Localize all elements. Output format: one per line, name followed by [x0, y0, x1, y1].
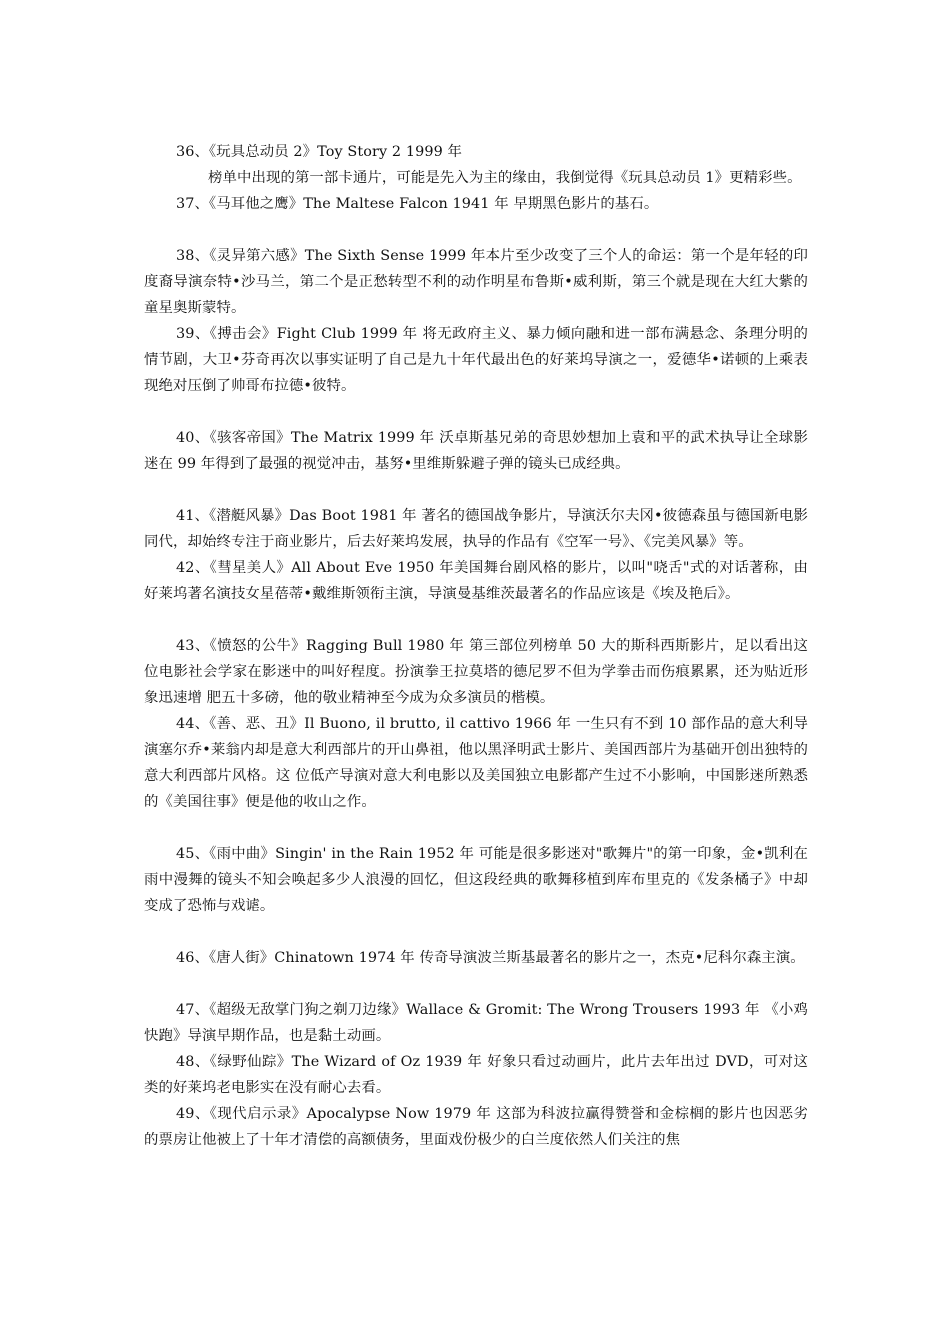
- paragraph-49: 49、《现代启示录》Apocalypse Now 1979 年 这部为科波拉赢得赞誉和金棕榈的影片也因恶劣的票房让他被上了十年才清偿的高额债务，里面戏份极少的白兰度依然人们关注的焦: [144, 1106, 808, 1148]
- paragraph-38: 38、《灵异第六感》The Sixth Sense 1999 年本片至少改变了三个人的命运：第一个是年轻的印度裔导演奈特•沙马兰，第二个是正愁转型不利的动作明星布鲁斯•威利斯，第三个就是现在大红大紫的童星奥斯蒙特。: [144, 248, 808, 316]
- paragraph-39: 39、《搏击会》Fight Club 1999 年 将无政府主义、暴力倾向融和进一部布满悬念、条理分明的情节剧，大卫•芬奇再次以事实证明了自己是九十年代最出色的好莱坞导演之一，爱德华•诺顿的上乘表现绝对压倒了帅哥布拉德•彼特。: [144, 326, 808, 394]
- paragraph-spacer: [144, 919, 808, 945]
- paragraph-spacer: [144, 971, 808, 997]
- paragraph-spacer: [144, 607, 808, 633]
- paragraph-42: 42、《彗星美人》All About Eve 1950 年美国舞台剧风格的影片，以叫"哓舌"式的对话著称，由好莱坞著名演技女星蓓蒂•戴维斯领衔主演，导演曼基维茨最著名的作品应该是《埃及艳后》。: [144, 560, 808, 602]
- document-body: [144, 139, 808, 1153]
- paragraph-43: 43、《愤怒的公牛》Ragging Bull 1980 年 第三部位列榜单 50 大的斯科西斯影片，足以看出这位电影社会学家在影迷中的叫好程度。扮演拳王拉莫塔的德尼罗不但为学拳击而伤痕累累，还为贴近形象迅速增 肥五十多磅，他的敬业精神至今成为众多演员的楷模。: [144, 638, 808, 706]
- paragraph-36-body: 榜单中出现的第一部卡通片，可能是先入为主的缘由，我倒觉得《玩具总动员 1》更精彩些。: [208, 170, 802, 186]
- paragraph-spacer: [144, 477, 808, 503]
- paragraph-spacer: [144, 399, 808, 425]
- paragraph-47: 47、《超级无敌掌门狗之剃刀边缘》Wallace & Gromit: The Wrong Trousers 1993 年 《小鸡快跑》导演早期作品，也是黏土动画。: [144, 1002, 808, 1044]
- paragraph-37: 37、《马耳他之鹰》The Maltese Falcon 1941 年 早期黑色影片的基石。: [176, 196, 659, 212]
- paragraph-spacer: [144, 815, 808, 841]
- paragraph-36-title: 36、《玩具总动员 2》Toy Story 2 1999 年: [176, 144, 463, 160]
- paragraph-45: 45、《雨中曲》Singin' in the Rain 1952 年 可能是很多影迷对"歌舞片"的第一印象，金•凯利在雨中漫舞的镜头不知会唤起多少人浪漫的回忆，但这段经典的歌舞移植到库布里克的《发条橘子》中却变成了恐怖与戏谑。: [144, 846, 808, 914]
- paragraph-spacer: [144, 217, 808, 243]
- paragraph-41: 41、《潜艇风暴》Das Boot 1981 年 著名的德国战争影片，导演沃尔夫冈•彼德森虽与德国新电影同代，却始终专注于商业影片，后去好莱坞发展，执导的作品有《空军一号》、《完美风暴》等。: [144, 508, 808, 550]
- paragraph-44: 44、《善、恶、丑》Il Buono, il brutto, il cattivo 1966 年 一生只有不到 10 部作品的意大利导演塞尔乔•莱翁内却是意大利西部片的开山鼻祖，他以黑泽明武士影片、美国西部片为基础开创出独特的意大利西部片风格。这 位低产导演对意大利电影以及美国独立电影都产生过不小影响，中国影迷所熟悉的《美国往事》便是他的收山之作。: [144, 716, 808, 810]
- paragraph-48: 48、《绿野仙踪》The Wizard of Oz 1939 年 好象只看过动画片，此片去年出过 DVD，可对这类的好莱坞老电影实在没有耐心去看。: [144, 1054, 808, 1096]
- paragraph-40: 40、《骇客帝国》The Matrix 1999 年 沃卓斯基兄弟的奇思妙想加上袁和平的武术执导让全球影迷在 99 年得到了最强的视觉冲击，基努•里维斯躲避子弹的镜头已成经典。: [144, 430, 808, 472]
- paragraph-46: 46、《唐人街》Chinatown 1974 年 传奇导演波兰斯基最著名的影片之一，杰克•尼科尔森主演。: [176, 950, 805, 966]
